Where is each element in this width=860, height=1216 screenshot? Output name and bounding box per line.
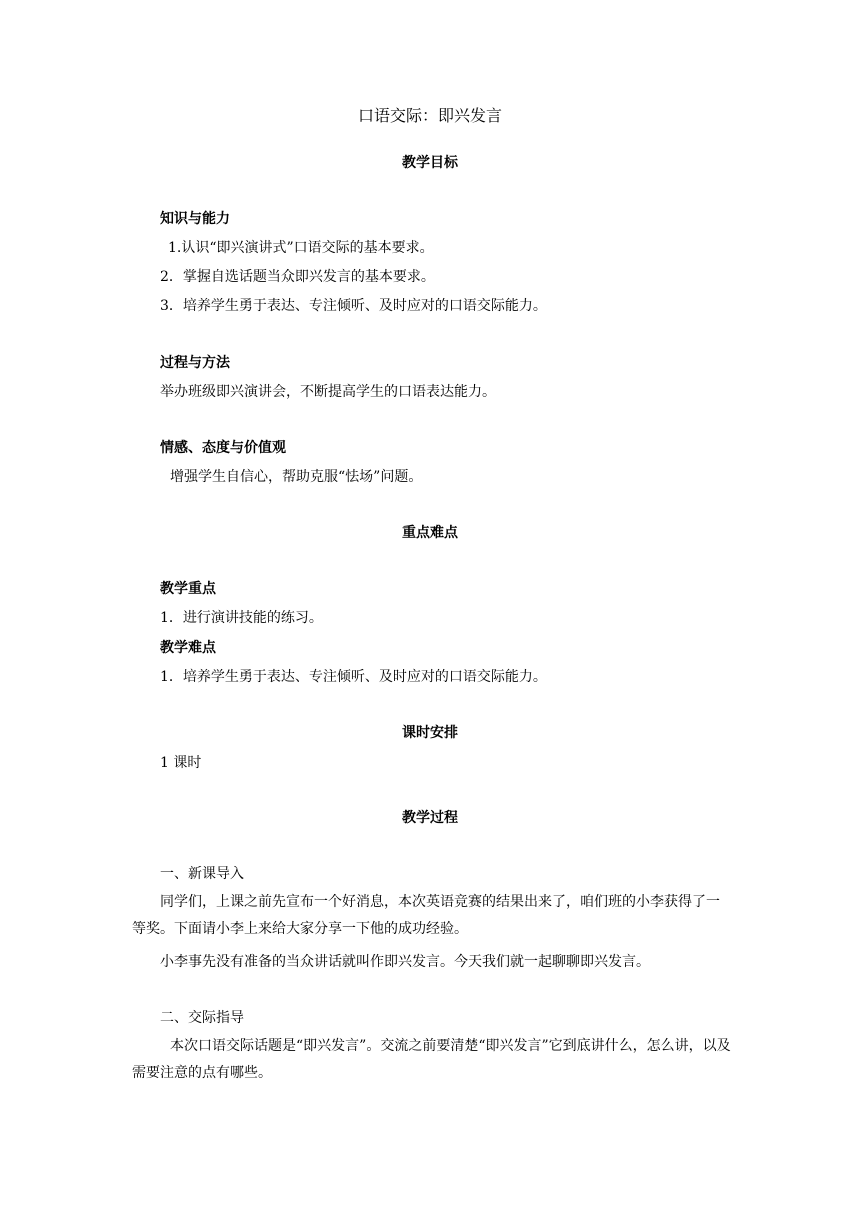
part1-paragraph-1: 同学们，上课之前先宣布一个好消息，本次英语竞赛的结果出来了，咱们班的小李获得了一等奖。下面请小李上来给大家分享一下他的成功经验。: [132, 894, 720, 937]
subheading-emotion: 情感、态度与价值观: [160, 440, 286, 456]
subheading-knowledge: 知识与能力: [160, 211, 230, 227]
list-item: 3．培养学生勇于表达、专注倾听、及时应对的口语交际能力。: [160, 298, 547, 314]
document-title: 口语交际：即兴发言: [357, 106, 502, 125]
section-heading-procedure: 教学过程: [402, 810, 458, 826]
section-heading-key-points: 重点难点: [402, 525, 458, 541]
section-heading-objectives: 教学目标: [402, 155, 458, 171]
subheading-difficulty: 教学难点: [160, 640, 216, 656]
list-item: 2．掌握自选话题当众即兴发言的基本要求。: [160, 269, 435, 285]
part2-paragraph-1: 本次口语交际话题是“即兴发言”。交流之前要清楚“即兴发言”它到底讲什么，怎么讲，以及需要注意的点有哪些。: [132, 1038, 731, 1081]
schedule-text: 1 课时: [160, 755, 202, 771]
part1-paragraph-2: 小李事先没有准备的当众讲话就叫作即兴发言。今天我们就一起聊聊即兴发言。: [160, 954, 650, 970]
emotion-text: 增强学生自信心，帮助克服“怯场”问题。: [170, 469, 423, 485]
process-text: 举办班级即兴演讲会，不断提高学生的口语表达能力。: [160, 384, 496, 400]
part1-heading: 一、新课导入: [160, 866, 244, 882]
difficulty-item: 1．培养学生勇于表达、专注倾听、及时应对的口语交际能力。: [160, 669, 547, 685]
subheading-process: 过程与方法: [160, 355, 230, 371]
list-item: 1.认识“即兴演讲式”口语交际的基本要求。: [168, 240, 434, 256]
subheading-key-focus: 教学重点: [160, 581, 216, 597]
part2-heading: 二、交际指导: [160, 1010, 244, 1026]
section-heading-schedule: 课时安排: [402, 725, 458, 741]
key-focus-item: 1．进行演讲技能的练习。: [160, 610, 323, 626]
